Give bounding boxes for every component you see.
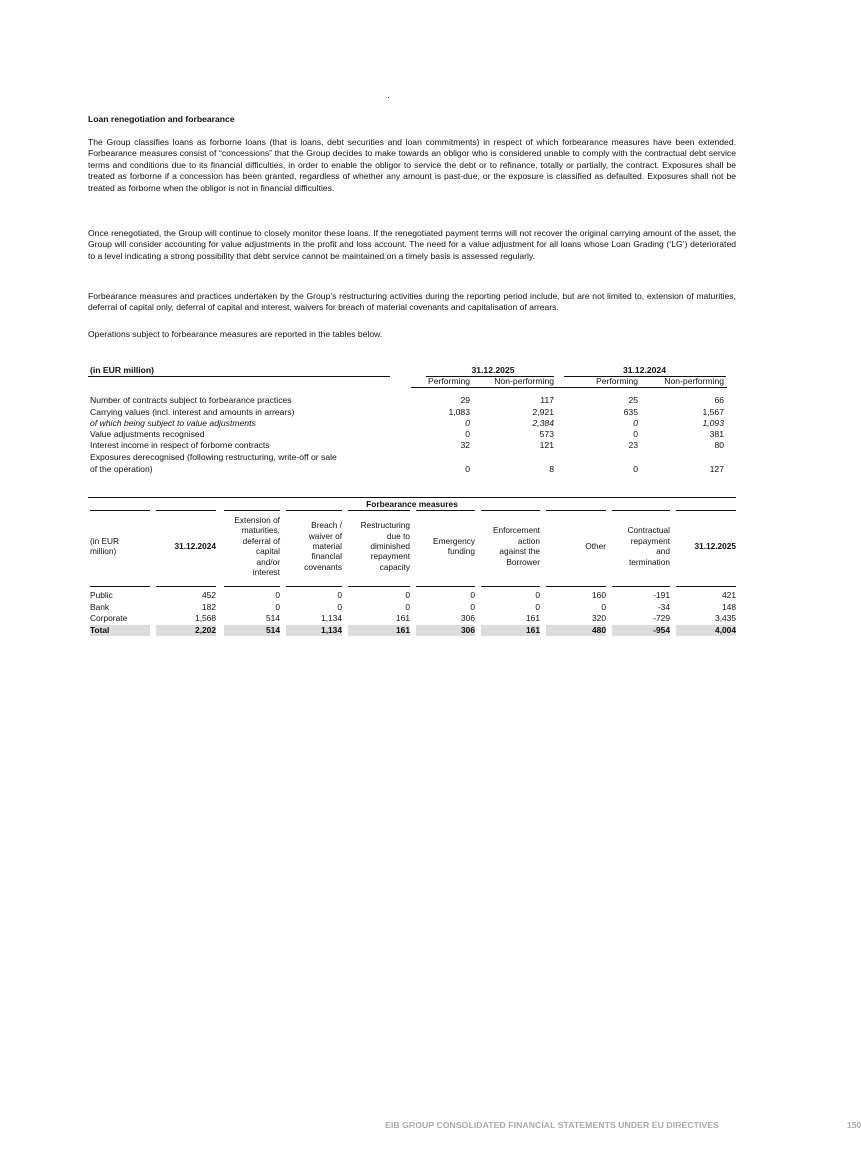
table2-column-header-line: maturities, [241, 525, 280, 536]
table1-cell: 117 [540, 395, 554, 406]
table1-unit-label: (in EUR million) [90, 365, 154, 375]
paragraph-tables-intro: Operations subject to forbearance measures are reported in the tables below. [88, 329, 383, 339]
table2-cell: 0 [337, 601, 342, 612]
table1-sub-performing-2025: Performing [427, 376, 470, 387]
table2-cell: 160 [592, 590, 606, 600]
table2-cell: 148 [722, 601, 736, 612]
table2-cell: 0 [275, 590, 280, 600]
table1-cell: 127 [709, 463, 724, 474]
table2-cell: 161 [526, 624, 540, 635]
table1-period-2024: 31.12.2024 [622, 365, 666, 375]
table2-cell: -191 [653, 590, 670, 600]
table2-column-header-line: and [656, 546, 670, 557]
paragraph-forborne-definition: The Group classifies loans as forborne loans (that is loans, debt securities and loan commitments) in respect of which forbearance measures have been extended. Forbearance measures consist of “concessions” that the Group decides to make towards an obligor who is considered unable to comply with the contractual debt service terms and conditions due to its financial difficulties, in order to enable the obligor to service the debt or to refinance, totally or partially, the contract. Exposures shall be treated as forborne if a concession has been granted, regardless of whether any amount is past-due, or the exposure is classified as defaulted. Exposures shall not be treated as forborne when the obligor is not in financial difficulties. [88, 137, 736, 193]
table1-cell: 0 [633, 463, 638, 474]
table2-column-header-line: against the [499, 546, 540, 557]
table2-cell: 161 [396, 624, 410, 635]
table2-column-header-line: financial [311, 551, 342, 562]
paragraph-measures: Forbearance measures and practices undertaken by the Group’s restructuring activities during the reporting period include, but are not limited to, extension of maturities, deferral of capital only, deferral of capital and interest, waivers for breach of material covenants and capitalisation of arrears. [88, 291, 736, 313]
table2-column-header [222, 515, 280, 577]
table2-column-header-line: deferral of [242, 535, 280, 546]
table2-column-header-line: (in EUR [90, 535, 120, 546]
table2-column-header-line: Breach / [311, 520, 342, 531]
paragraph-monitoring: Once renegotiated, the Group will continue to closely monitor these loans. If the renegotiated payment terms will not recover the original carrying amount of the asset, the Group will consider accounting for value adjustments in the profit and loss account. The need for a value adjustment for all loans whose Loan Grading (‘LG’) deteriorated to a level indicating a strong possibility that debt service cannot be maintained on a timely basis is assessed regularly. [88, 228, 736, 261]
table2-cell: -954 [653, 624, 670, 635]
table2-cell: -34 [657, 601, 670, 612]
table1-cell: 1,083 [448, 406, 470, 417]
table1-cell: 0 [465, 428, 470, 439]
table2-column-header [284, 520, 342, 572]
table2-cell: 0 [337, 590, 342, 600]
table2-column-header-line: action [517, 535, 540, 546]
table1-row-label: of which being subject to value adjustments [90, 417, 256, 428]
table2-cell: 1,134 [321, 624, 342, 635]
table1-row [88, 407, 736, 418]
table2-cell: 1,568 [195, 613, 216, 623]
table2-row [88, 602, 736, 614]
table1-cell: 32 [460, 440, 470, 451]
table2-column-header-line: capacity [379, 561, 410, 572]
table1-cell: 8 [549, 463, 554, 474]
table2-cell: 161 [396, 613, 410, 623]
table1-cell: 635 [623, 406, 638, 417]
table1-sub-nonperforming-2025: Non-performing [494, 376, 554, 387]
table1-period-header [88, 365, 736, 376]
table2-cell: 0 [275, 601, 280, 612]
table2-column-header-line: repayment [370, 551, 410, 562]
table2-column-header-line: funding [447, 546, 475, 557]
table1-cell: 121 [539, 440, 554, 451]
table1-row-label-line1: Exposures derecognised (following restructuring, write-off or sale [90, 452, 337, 463]
table1-row-label-line2: of the operation) [90, 463, 153, 474]
table2-column-header [154, 541, 216, 551]
table1-cell: 23 [628, 440, 638, 451]
table1-row-derecognised [88, 452, 736, 474]
table1-period-2025: 31.12.2025 [471, 365, 515, 375]
table1-cell: 66 [714, 395, 724, 406]
footer-title: EIB GROUP CONSOLIDATED FINANCIAL STATEMENTS UNDER EU DIRECTIVES [385, 1120, 719, 1130]
section-title: Loan renegotiation and forbearance [88, 114, 235, 124]
table2-cell: 2,202 [195, 624, 216, 635]
table2-column-header-line: Extension of [234, 515, 280, 525]
table1-cell: 2,384 [532, 417, 554, 428]
table2-column-header-line: waiver of [308, 530, 342, 541]
table2-cell: 4,004 [715, 624, 736, 635]
table2-row [88, 590, 736, 602]
table1-row-label [90, 452, 337, 474]
table2-column-header-line: Emergency [433, 535, 475, 546]
table2-cell: 0 [535, 601, 540, 612]
table1-cell: 1,567 [702, 406, 724, 417]
table2-group-header: Forbearance measures [366, 499, 458, 509]
table2-column-header-line: and/or [256, 556, 280, 567]
table1-cell: 2,921 [532, 406, 554, 417]
table2-cell: 1,134 [321, 613, 342, 623]
table1-cell: 0 [465, 417, 470, 428]
table1-row [88, 429, 736, 440]
table2-column-header-line: million) [90, 546, 117, 557]
table2-cell: 0 [470, 590, 475, 600]
stray-dot [388, 97, 389, 98]
table2-column-header [610, 525, 670, 567]
table2-column-header [90, 536, 152, 557]
table2-column-header-line: Restructuring [360, 520, 410, 531]
table2-column-header-line: covenants [304, 561, 342, 572]
table2-column-header [346, 520, 410, 572]
page-number: 150 [847, 1120, 861, 1130]
table2-cell: 480 [592, 624, 606, 635]
table2-column-header-line: 31.12.2025 [694, 541, 736, 551]
table2-column-header-line: Other [585, 541, 606, 551]
table2-cell: 0 [601, 601, 606, 612]
forbearance-summary-table [88, 365, 736, 475]
table2-column-header [674, 541, 736, 551]
table1-row [88, 440, 736, 451]
table2-column-header-line: Contractual [627, 525, 670, 536]
table1-subheader [88, 376, 736, 387]
table1-row [88, 418, 736, 429]
table2-row-name: Corporate [90, 613, 128, 623]
table1-row-label: Value adjustments recognised [90, 428, 205, 439]
table1-cell: 381 [709, 428, 724, 439]
table2-column-header-line: Borrower [506, 556, 540, 567]
table1-cell: 573 [539, 428, 554, 439]
table1-cell: 25 [628, 395, 638, 406]
table2-cell: 421 [722, 590, 736, 600]
table2-cell: 161 [526, 613, 540, 623]
table2-row-name: Total [90, 624, 110, 635]
table1-cell: 0 [633, 417, 638, 428]
table2-cell: 306 [461, 624, 475, 635]
table1-sub-nonperforming-2024: Non-performing [664, 376, 724, 387]
table2-cell: 3,435 [715, 613, 736, 623]
table2-column-header-line: capital [256, 546, 280, 557]
table2-column-header-line: material [312, 541, 342, 551]
table2-row-name: Bank [90, 601, 110, 612]
table2-cell: 0 [535, 590, 540, 600]
table2-column-header-line: Enforcement [492, 525, 540, 536]
table2-column-header-line: due to [386, 530, 410, 541]
table2-cell: 514 [266, 624, 280, 635]
table1-row-label: Interest income in respect of forborne contracts [90, 440, 270, 451]
table2-cell: 320 [592, 613, 606, 623]
table1-row-label: Number of contracts subject to forbearance practices [90, 395, 292, 406]
table2-cell: 0 [470, 601, 475, 612]
table1-cell: 0 [465, 463, 470, 474]
table1-cell: 29 [460, 395, 470, 406]
table1-row-label: Carrying values (incl. interest and amounts in arrears) [90, 406, 295, 417]
table2-column-header-line: interest [252, 567, 280, 578]
table2-row [88, 613, 736, 625]
table2-cell: 306 [461, 613, 475, 623]
table2-column-header-line: repayment [630, 535, 670, 546]
table2-row-name: Public [90, 590, 113, 600]
table2-column-header [544, 541, 606, 551]
table1-row [88, 395, 736, 406]
table2-cell: 0 [405, 590, 410, 600]
table2-column-header-line: diminished [370, 541, 410, 551]
table2-column-header [414, 536, 475, 557]
table2-cell: 514 [266, 613, 280, 623]
table2-total-row [88, 625, 736, 637]
table1-cell: 80 [714, 440, 724, 451]
table2-cell: 182 [202, 601, 216, 612]
table2-cell: 0 [405, 601, 410, 612]
table2-column-header-line: termination [628, 556, 670, 567]
table2-column-header-line: 31.12.2024 [174, 541, 216, 551]
table2-cell: -729 [653, 613, 670, 623]
table2-column-header [479, 525, 540, 567]
table1-sub-performing-2024: Performing [595, 376, 638, 387]
table1-cell: 1,093 [702, 417, 724, 428]
table2-cell: 452 [202, 590, 216, 600]
table1-cell: 0 [633, 428, 638, 439]
